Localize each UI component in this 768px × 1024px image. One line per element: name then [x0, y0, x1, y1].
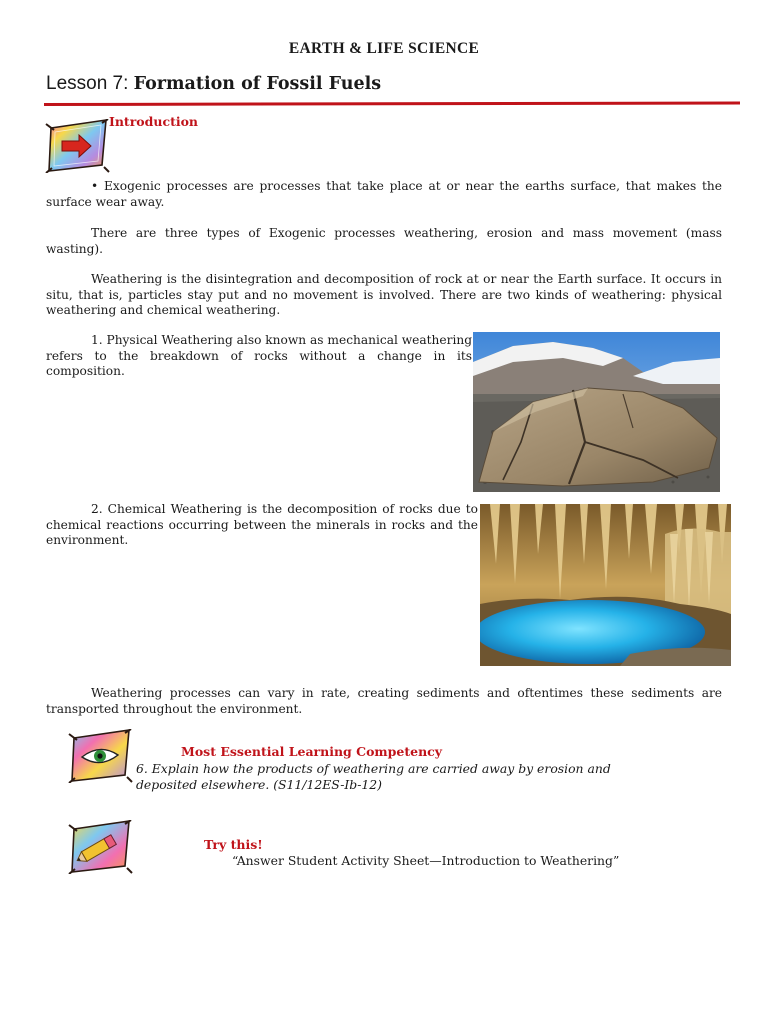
physical-weathering-photo — [473, 332, 720, 492]
lesson-label: Lesson 7: — [46, 73, 134, 94]
title-divider — [44, 102, 740, 106]
weathering-rate-paragraph: Weathering processes can vary in rate, creating sediments and oftentimes these sediments are transported throughout the environment. — [46, 686, 722, 716]
competency-text: 6. Explain how the products of weathering are carried away by erosion and deposited elsewhere. (S11/12ES-Ib-12) — [136, 761, 611, 792]
pencil-eraser-sign-icon — [68, 820, 134, 874]
introduction-heading: Introduction — [109, 114, 199, 129]
exogenic-paragraph: • Exogenic processes are processes that take place at or near the earths surface, that makes the surface wear away. — [46, 179, 722, 209]
eye-sign-icon — [68, 729, 134, 783]
weathering-definition-paragraph: Weathering is the disintegration and decomposition of rock at or near the Earth surface. It occurs in situ, that is, particles stay put and no movement is involved. There are two kinds of weathering: physical weathering and chemical weathering. — [46, 272, 722, 317]
arrow-sign-icon — [45, 119, 111, 173]
subject-title: EARTH & LIFE SCIENCE — [288, 40, 480, 57]
competency-heading: Most Essential Learning Competency — [181, 744, 443, 759]
three-types-paragraph: There are three types of Exogenic processes weathering, erosion and mass movement (mass wasting). — [46, 226, 722, 256]
lesson-heading — [46, 72, 381, 95]
try-this-instruction: “Answer Student Activity Sheet—Introduction to Weathering” — [232, 853, 620, 868]
chemical-weathering-paragraph: 2. Chemical Weathering is the decomposition of rocks due to chemical reactions occurring between the minerals in rocks and the environment. — [46, 502, 478, 547]
physical-weathering-paragraph: 1. Physical Weathering also known as mechanical weathering refers to the breakdown of rocks without a change in its composition. — [46, 333, 472, 378]
try-this-heading: Try this! — [204, 837, 263, 852]
chemical-weathering-photo — [480, 504, 731, 666]
lesson-title: Formation of Fossil Fuels — [133, 74, 382, 94]
